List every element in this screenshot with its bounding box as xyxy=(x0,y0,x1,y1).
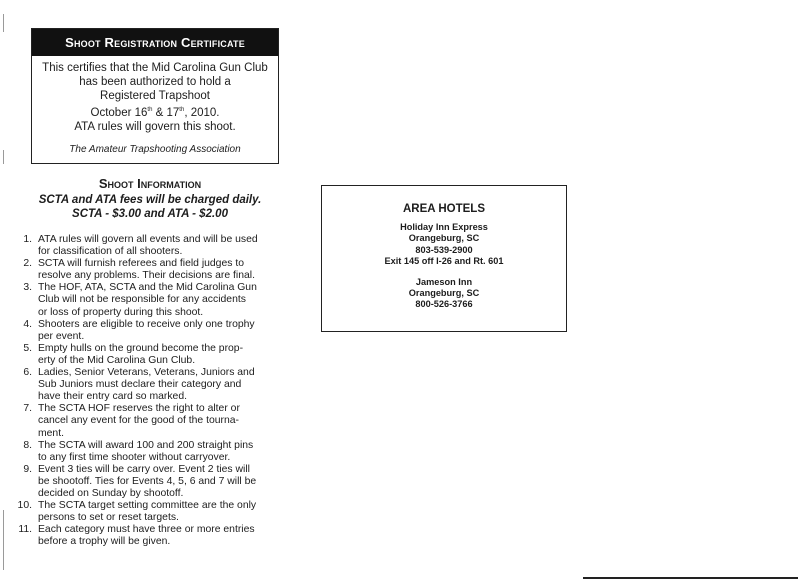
rule-line: The SCTA will award 100 and 200 straight pins xyxy=(38,439,254,451)
rule-line: cancel any event for the good of the tourna- xyxy=(38,415,240,427)
rule-number: 5. xyxy=(23,342,32,354)
date-part: & 17 xyxy=(152,106,180,119)
rule-item xyxy=(14,258,286,282)
rule-number: 10. xyxy=(17,500,32,512)
certificate-line: has been authorized to hold a xyxy=(79,76,231,88)
rule-line: Shooters are eligible to receive only one trophy xyxy=(38,318,255,330)
rule-line: resolve any problems. Their decisions are final. xyxy=(38,270,255,282)
rule-number: 6. xyxy=(23,367,32,379)
hotel-entry xyxy=(322,222,566,268)
rule-line: decided on Sunday by shootoff. xyxy=(38,487,184,499)
rule-line: before a trophy will be given. xyxy=(38,536,171,548)
rule-item xyxy=(14,282,286,318)
rule-line: Ladies, Senior Veterans, Veterans, Juniors and xyxy=(38,367,255,379)
rule-line: per event. xyxy=(38,330,85,342)
rule-text xyxy=(38,500,286,524)
bottom-rule xyxy=(583,577,798,579)
rule-line: Empty hulls on the ground become the prop- xyxy=(38,342,244,354)
certificate-date xyxy=(32,103,278,120)
rule-line: The SCTA HOF reserves the right to alter or xyxy=(38,403,240,415)
rule-item xyxy=(14,524,286,548)
rule-line: be shootoff. Ties for Events 4, 5, 6 and 7 will be xyxy=(38,475,257,487)
rule-line: Each category must have three or more entries xyxy=(38,524,255,536)
rule-text xyxy=(38,282,286,318)
rule-number: 1. xyxy=(23,234,32,245)
rule-line: The HOF, ATA, SCTA and the Mid Carolina Gun xyxy=(38,282,257,294)
rule-line: for classification of all shooters. xyxy=(38,246,183,258)
rule-line: or loss of property during this shoot. xyxy=(38,306,204,318)
fees-line: SCTA and ATA fees will be charged daily. xyxy=(38,194,262,206)
scan-edge-mark xyxy=(3,150,4,164)
hotel-name: Jameson Inn xyxy=(415,276,473,287)
fees-amounts: SCTA - $3.00 and ATA - $2.00 xyxy=(72,208,228,220)
rule-number: 8. xyxy=(23,439,32,451)
rule-item xyxy=(14,234,286,258)
hotel-directions: Exit 145 off I-26 and Rt. 601 xyxy=(384,256,504,267)
rule-line: Event 3 ties will be carry over. Event 2 ties will xyxy=(38,463,250,475)
rule-number: 4. xyxy=(23,318,32,330)
certificate-title: Shoot Registration Certificate xyxy=(32,29,278,56)
rule-text xyxy=(38,258,286,282)
certificate-rules-line: ATA rules will govern this shoot. xyxy=(74,120,236,133)
rule-item xyxy=(14,367,286,403)
rule-line: The SCTA target setting committee are the only xyxy=(38,500,257,512)
rule-item xyxy=(14,343,286,367)
hotel-name: Holiday Inn Express xyxy=(400,222,488,232)
rule-line: Club will not be responsible for any accidents xyxy=(38,294,246,306)
scan-edge-mark xyxy=(3,14,4,32)
hotel-entry xyxy=(322,277,566,311)
rule-text xyxy=(38,234,286,258)
hotel-city: Orangeburg, SC xyxy=(408,288,480,299)
rule-number: 2. xyxy=(23,258,32,270)
registration-certificate xyxy=(31,28,279,164)
rule-line: Sub Juniors must declare their category and xyxy=(38,379,242,391)
rule-item xyxy=(14,319,286,343)
shoot-info-title: Shoot Information xyxy=(98,176,202,191)
rule-item xyxy=(14,403,286,439)
rule-line: ment. xyxy=(38,427,64,439)
rule-line: ATA rules will govern all events and will be used xyxy=(38,234,258,245)
rule-number: 11. xyxy=(18,524,32,536)
date-part: , 2010. xyxy=(184,106,220,119)
rule-number: 9. xyxy=(23,463,32,475)
rule-line: to any first time shooter without carryover. xyxy=(38,451,231,463)
certificate-association: The Amateur Trapshooting Association xyxy=(69,143,241,155)
area-hotels-box xyxy=(321,185,567,332)
rule-text xyxy=(38,367,286,403)
date-sup: th xyxy=(179,107,185,113)
hotel-phone: 800-526-3766 xyxy=(415,299,473,310)
date-part: October 16 xyxy=(90,106,148,119)
rule-line: have their entry card so marked. xyxy=(38,391,188,403)
rule-line: SCTA will furnish referees and field judges to xyxy=(38,258,244,270)
rule-text xyxy=(38,464,286,500)
date-sup: th xyxy=(147,107,153,113)
rule-item xyxy=(14,464,286,500)
rule-text xyxy=(38,319,286,343)
hotel-phone: 803-539-2900 xyxy=(415,244,473,255)
rule-text xyxy=(38,403,286,439)
scan-edge-mark xyxy=(3,510,4,570)
hotel-city: Orangeburg, SC xyxy=(408,233,480,244)
hotels-title: AREA HOTELS xyxy=(403,203,485,215)
certificate-line: This certifies that the Mid Carolina Gun Club xyxy=(42,62,268,74)
rule-number: 7. xyxy=(23,403,32,415)
certificate-body xyxy=(32,56,278,134)
rule-line: erty of the Mid Carolina Gun Club. xyxy=(38,354,196,366)
rule-item xyxy=(14,440,286,464)
rule-number: 3. xyxy=(23,282,32,294)
rules-list xyxy=(14,234,286,548)
rule-text xyxy=(38,524,286,548)
rule-item xyxy=(14,500,286,524)
rule-text xyxy=(38,343,286,367)
shoot-info-fees xyxy=(30,193,270,221)
certificate-line: Registered Trapshoot xyxy=(100,90,210,102)
rule-text xyxy=(38,440,286,464)
rule-line: persons to set or reset targets. xyxy=(38,512,179,524)
